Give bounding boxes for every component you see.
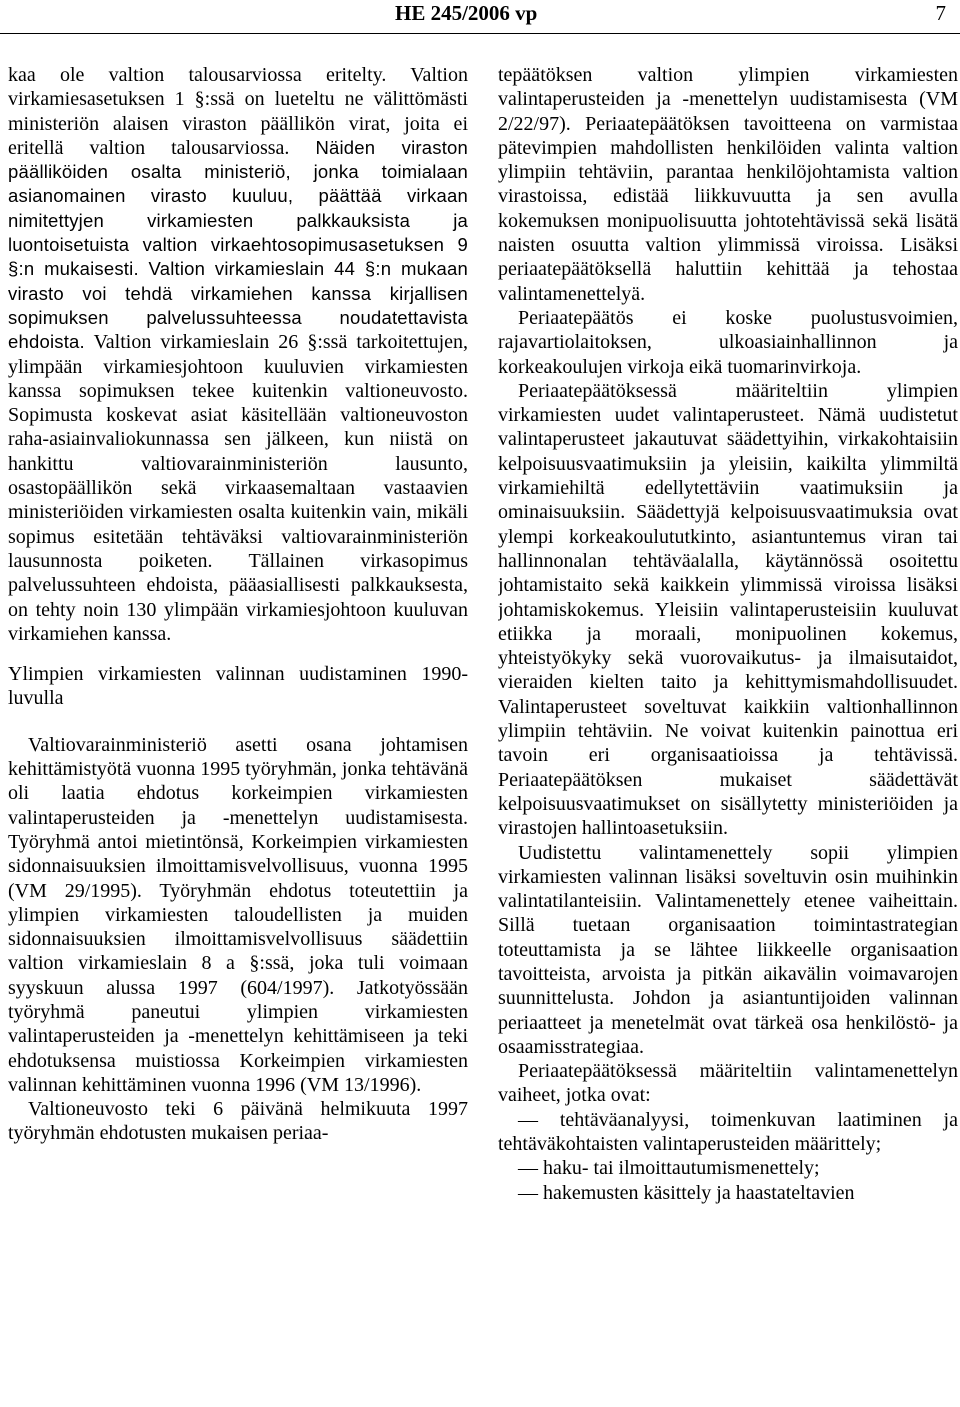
left-column: [8, 63, 468, 1403]
list-item: — haku- tai ilmoittautumismenettely;: [518, 1157, 820, 1180]
right-column: [498, 63, 958, 1403]
left-paragraph-1-serif: kaa ole valtion talousarviossa eritelty. Valtion virkamiesasetuksen 1 §:ssä on lueteltu ne välittömästi ministeriön alaisen viraston päällikön virat, joita ei eritellä valtion talousarviossa.: [8, 64, 468, 159]
page-header: [0, 0, 960, 34]
section-heading: Ylimpien virkamiesten valinnan uudistaminen 1990-luvulla: [8, 663, 468, 710]
left-paragraph-1: [8, 63, 468, 646]
left-paragraph-1-sans: Näiden viraston päälliköiden osalta ministeriö, jonka toimialaan asianomainen virasto kuuluu, päättää virkaan nimitettyjen virkamiesten palkkauksista ja luontoisetuista valtion virkaehtosopimusasetuksen 9 §:n mukaisesti. Valtion virkamieslain 44 §:n mukaan virasto voi tehdä virkamiehen kanssa kirjallisen sopimuksen palvelussuhteessa noudatettavista ehdoista.: [8, 136, 468, 353]
list-item: — hakemusten käsittely ja haastateltavien: [518, 1181, 855, 1204]
left-paragraph-3: Valtioneuvosto teki 6 päivänä helmikuuta 1997 työryhmän ehdotusten mukaisen periaa-: [8, 1098, 468, 1145]
right-paragraph-1: tepäätöksen valtion ylimpien virkamiesten valintaperusteiden ja -menettelyn uudistamisesta (VM 2/22/97). Periaatepäätöksen tavoitteena on varmistaa pätevimpien mahdollisten henkilöiden valinta valtion ylimpiin tehtäviin, parantaa henkilöjohtamista valtion virastoissa, edistää liikkuvuutta ja sen avulla kokemuksen monipuolisuutta johtotehtävissä sekä lisätä naisten osuutta valtion ylimmissä viroissa. Lisäksi periaatepäätöksellä haluttiin kehittää ja tehostaa valintamenettelyä.: [498, 64, 958, 305]
right-paragraph-3: Periaatepäätöksessä määriteltiin ylimpien virkamiesten uudet valintaperusteet. Nämä uudistetut valintaperusteet jakautuvat säädettyihin, virkakohtaisiin kelpoisuusvaatimuksiin ja yleisiin, kaikilta ylimmiltä virkamiehiltä edellytettäviin vaatimuksiin ja ominaisuuksiin. Säädettyjä kelpoisuusvaatimuksia ovat ylempi korkeakoulututkinto, asiantuntemus viran tai hallinnonalan tehtäväalalla, käytännössä osoitettu johtamistaito sekä kaikkein ylimmissä viroissa lisäksi johtamiskokemus. Yleisiin valintaperusteisiin kuuluvat etiikka ja moraali, monipuolinen kokemus, yhteistyökyky sekä vuorovaikutus- ja ilmaisutaidot, vieraiden kielten taito ja kehittymismahdollisuudet. Valintaperusteet soveltuvat kaikkiin valtionhallinnon ylimpiin tehtäviin. Ne voivat kuitenkin painottua eri tavoin eri organisaatioissa ja tehtävissä. Periaatepäätöksen mukaiset säädettävät kelpoisuusvaatimukset on sisällytetty ministeriöiden ja virastojen hallintoasetuksiin.: [498, 379, 958, 840]
header-rule: [0, 33, 960, 34]
right-paragraph-5: Periaatepäätöksessä määriteltiin valintamenettelyn vaiheet, jotka ovat:: [498, 1060, 958, 1107]
right-paragraph-4: Uudistettu valintamenettely sopii ylimpien virkamiesten valinnan lisäksi soveltuvin osin muihinkin valintatilanteisiin. Valintamenettely etenee vaiheittain. Sillä tuetaan organisaation toimintastrategian toteuttamista ja se lähtee liikkeelle organisaation tavoitteista, arvoista ja pitkän aikavälin voimavarojen suunnittelusta. Johdon ja asiantuntijoiden valinnan periaatteet ja menetelmät ovat tärkeä osa henkilöstö- ja osaamisstrategiaa.: [498, 841, 958, 1058]
right-paragraph-2: Periaatepäätös ei koske puolustusvoimien, rajavartiolaitoksen, ulkoasiainhallinnon ja korkeakoulujen virkoja eikä tuomarinvirkoja.: [498, 306, 958, 378]
page-number: 7: [935, 1, 946, 25]
list-item: — tehtäväanalyysi, toimenkuvan laatiminen ja tehtäväkohtaisten valintaperusteiden määrittely;: [498, 1108, 958, 1156]
document-identifier: HE 245/2006 vp: [395, 1, 538, 25]
left-paragraph-1-rest: Valtion virkamieslain 26 §:ssä tarkoitettujen, ylimpään virkamiesjohtoon kuuluvien virkamiesten kanssa sopimuksen tekee kuitenkin valtioneuvosto. Sopimusta koskevat asiat käsitellään valtioneuvoston raha-asiainvaliokunnassa sen jälkeen, kun niistä on hankittu valtiovarainministeriön lausunto, osastopäällikön sekä virkaasemaltaan vastaavien ministeriöiden virkamiesten osalta kuitenkin vain, mikäli sopimus esitetään tehtäväksi valtiovarainministeriön lausunnosta poiketen. Tällainen virkasopimus palvelussuhteen ehdoista, pääasiallisesti palkkauksesta, on tehty noin 130 ylimpään virkamiesjohtoon kuuluvan virkamiehen kanssa.: [8, 331, 468, 645]
left-paragraph-2: Valtiovarainministeriö asetti osana johtamisen kehittämistyötä vuonna 1995 työryhmän, jonka tehtävänä oli laatia ehdotus korkeimpien virkamiesten valintaperusteiden ja -menettelyn uudistamisesta. Työryhmä antoi mietintönsä, Korkeimpien virkamiesten sidonnaisuuksien ilmoittamisvelvollisuus, vuonna 1995 (VM 29/1995). Työryhmän ehdotus toteutettiin ja ylimpien virkamiesten taloudellisten ja muiden sidonnaisuuksien ilmoittamisvelvollisuus säädettiin valtion virkamieslain 8 a §:ssä, joka tuli voimaan syyskuun alussa 1997 (604/1997). Jatkotyössään työryhmä paneutui ylimpien virkamiesten valintaperusteiden ja -menettelyn kehittämiseen ja teki ehdotuksensa muistiossa Korkeimpien virkamiesten valinnan kehittäminen vuonna 1996 (VM 13/1996).: [8, 733, 468, 1096]
